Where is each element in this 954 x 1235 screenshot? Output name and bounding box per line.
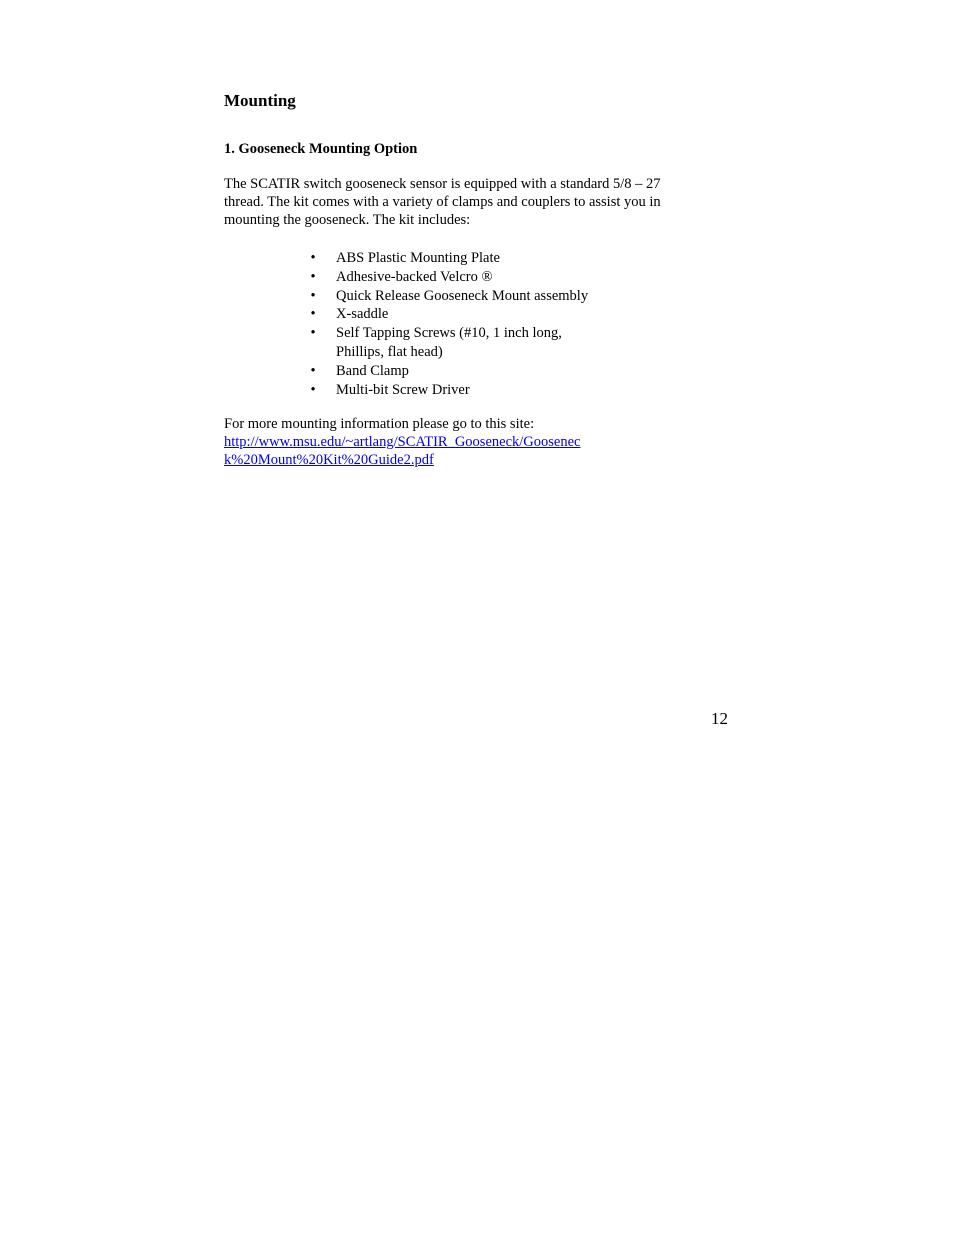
list-item-text-continued: Phillips, flat head) [336,343,443,360]
bullet-icon: • [310,362,316,379]
list-item [308,324,588,362]
bullet-icon: • [310,381,316,398]
page-number: 12 [711,709,728,728]
list-item [308,249,588,268]
bullet-icon: • [310,250,316,266]
intro-paragraph [224,176,714,229]
list-item [308,362,588,381]
list-item [308,381,588,400]
intro-line: The SCATIR switch gooseneck sensor is equipped with a standard 5/8 – 27 [224,176,661,192]
list-item-text: Self Tapping Screws (#10, 1 inch long, [336,325,562,342]
list-item-text: X-saddle [336,306,389,323]
intro-line: thread. The kit comes with a variety of clamps and couplers to assist you in [224,193,661,210]
list-item-text: Adhesive-backed Velcro ® [336,268,493,285]
list-item-text: Multi-bit Screw Driver [336,381,470,398]
bullet-icon: • [310,306,316,323]
more-info-text: For more mounting information please go to this site: [224,416,535,432]
kit-items-list [308,249,588,399]
page-heading: Mounting [224,91,296,110]
bullet-icon: • [310,268,316,285]
link-line[interactable]: k%20Mount%20Kit%20Guide2.pdf [224,451,434,468]
mount-kit-guide-link[interactable] [224,434,724,470]
bullet-icon: • [310,287,316,304]
list-item-text: Quick Release Gooseneck Mount assembly [336,287,589,304]
list-item [308,268,588,287]
list-item-text: ABS Plastic Mounting Plate [336,250,500,266]
more-info-paragraph [224,416,724,469]
list-item [308,305,588,324]
link-line[interactable]: http://www.msu.edu/~artlang/SCATIR_Gooseneck/Goosenec [224,433,581,450]
section-title: 1. Gooseneck Mounting Option [224,141,418,157]
list-item [308,287,588,306]
list-item-text: Band Clamp [336,362,409,379]
bullet-icon: • [310,325,316,342]
intro-line: mounting the gooseneck. The kit includes: [224,211,471,228]
